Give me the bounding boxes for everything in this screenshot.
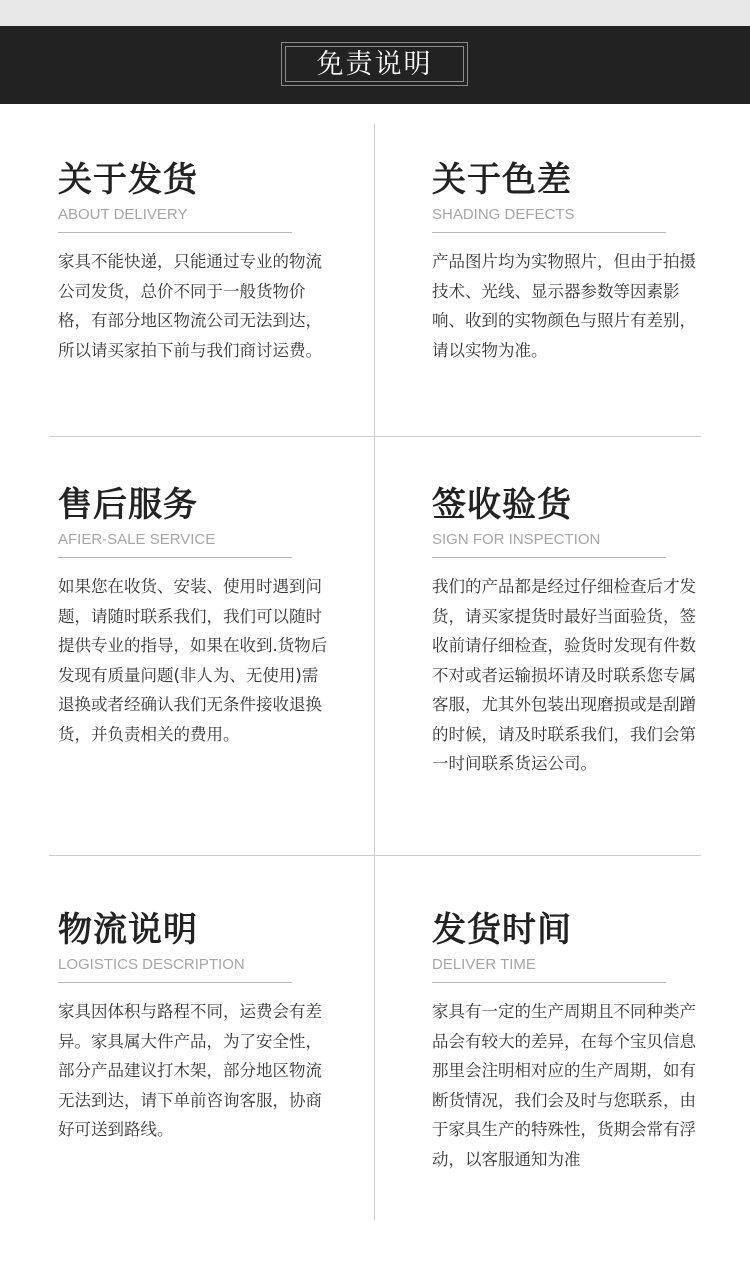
section-body: 产品图片均为实物照片，但由于拍摄技术、光线、显示器参数等因素影响、收到的实物颜色与照片有差别，请以实物为准。 — [432, 252, 696, 360]
section-title: 关于色差 — [432, 160, 572, 200]
section-title: 签收验货 — [432, 485, 572, 525]
disclaimer-grid — [0, 104, 750, 1268]
title-frame-inner — [285, 46, 464, 82]
section-body: 家具有一定的生产周期且不同种类产品会有较大的差异，在每个宝贝信息那里会注明相对应的生产周期，如有断货情况，我们会及时与您联系，由于家具生产的特殊性，货期会常有浮动，以客服通知为准 — [432, 1002, 696, 1169]
section-title: 发货时间 — [432, 910, 572, 950]
section-body: 如果您在收货、安装、使用时遇到问题，请随时联系我们，我们可以随时提供专业的指导，如果在收到.货物后发现有质量问题(非人为、无使用)需退换或者经确认我们无条件接收退换货，并负责相关的费用。 — [58, 577, 328, 744]
section-title: 物流说明 — [58, 910, 198, 950]
vertical-divider — [374, 124, 375, 1220]
section-body: 我们的产品都是经过仔细检查后才发货，请买家提货时最好当面验货，签收前请仔细检查，验货时发现有件数不对或者运输损坏请及时联系您专属客服，尤其外包装出现磨损或是刮蹭的时候，请及时联系我们，我们会第一时间联系货运公司。 — [432, 577, 696, 773]
section-title: 关于发货 — [58, 160, 198, 200]
section-rule — [58, 557, 292, 558]
section-delivery — [58, 160, 338, 365]
section-inspection — [432, 485, 712, 779]
title-frame — [281, 42, 468, 86]
header-banner — [0, 26, 750, 104]
section-rule — [432, 557, 666, 558]
section-subtitle: LOGISTICS DESCRIPTION — [58, 956, 245, 973]
top-strip — [0, 0, 750, 26]
section-rule — [58, 232, 292, 233]
section-subtitle: SHADING DEFECTS — [432, 206, 575, 223]
section-rule — [58, 982, 292, 983]
section-subtitle: ABOUT DELIVERY — [58, 206, 188, 223]
section-deliver-time — [432, 910, 712, 1174]
section-after-sale — [58, 485, 338, 749]
section-subtitle: AFIER-SALE SERVICE — [58, 531, 216, 548]
page-title: 免责说明 — [316, 48, 433, 80]
section-logistics — [58, 910, 338, 1145]
section-body: 家具不能快递，只能通过专业的物流公司发货，总价不同于一般货物价格，有部分地区物流公司无法到达，所以请买家拍下前与我们商讨运费。 — [58, 252, 322, 360]
section-rule — [432, 232, 666, 233]
horizontal-divider-2 — [49, 855, 701, 856]
section-shading — [432, 160, 712, 365]
section-subtitle: SIGN FOR INSPECTION — [432, 531, 601, 548]
section-rule — [432, 982, 666, 983]
section-title: 售后服务 — [58, 485, 198, 525]
section-body: 家具因体积与路程不同，运费会有差异。家具属大件产品，为了安全性，部分产品建议打木架，部分地区物流无法到达，请下单前咨询客服，协商好可送到路线。 — [58, 1002, 322, 1139]
section-subtitle: DELIVER TIME — [432, 956, 536, 973]
horizontal-divider-1 — [49, 436, 701, 437]
